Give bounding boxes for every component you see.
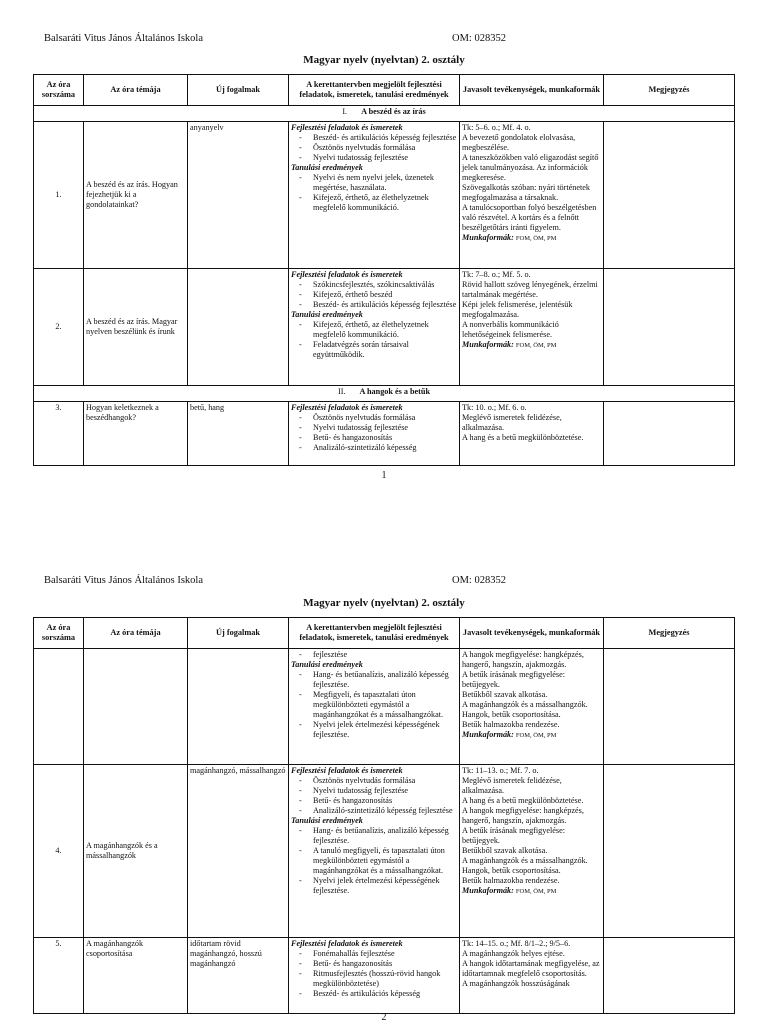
lesson-number: 1. [34, 122, 84, 269]
activity-text: Tk: 7–8. o.; Mf. 5. o. [462, 270, 531, 279]
activity-text: A magánhangzók helyes ejtése. [462, 949, 565, 958]
activity-text: Tk: 10. o.; Mf. 6. o. [462, 403, 527, 412]
activity-text: A bevezető gondolatok elolvasása, megbeszélése. [462, 133, 576, 152]
lesson-topic: A magánhangzók csoportosítása [84, 938, 188, 1014]
lesson-concepts: időtartam rövid magánhangzó, hosszú magánhangzó [188, 938, 289, 1014]
activity-text: A betűk írásának megfigyelése: betűjegyek. [462, 826, 565, 845]
lesson-notes [604, 649, 735, 765]
activity-text: A nonverbális kommunikáció lehetőségeinek felismerése. [462, 320, 559, 339]
outcomes-label: Tanulási eredmények [291, 816, 363, 825]
activity-text: A hangok megfigyelése: hangképzés, hangerő, hangszín, ajakmozgás. [462, 806, 584, 825]
list-item: - A tanuló megfigyeli, és tapasztalati úton megkülönbözteti egymástól a magánhangzókat és a mássalhangzókat. [313, 846, 457, 876]
workform-value: FOM, ÖM, PM [515, 235, 557, 242]
development-label: Fejlesztési feladatok és ismeretek [291, 270, 403, 279]
list-item: - Beszéd- és artikulációs képesség fejlesztése [313, 300, 457, 310]
list-item: - Ösztönös nyelvtudás formálása [313, 143, 457, 153]
table-header-row [34, 618, 735, 649]
lesson-activities [460, 122, 604, 269]
section-title: A hangok és a betűk [359, 387, 431, 396]
list-item: - Beszéd- és artikulációs képesség [313, 989, 457, 999]
workform-label: Munkaformák: [462, 233, 514, 242]
lesson-concepts: magánhangzó, mássalhangzó [188, 765, 289, 938]
col-header-activities: Javasolt tevékenységek, munkaformák [460, 618, 604, 649]
lesson-number: 2. [34, 269, 84, 386]
section-row [34, 386, 735, 402]
activity-text: A tanulócsoportban folyó beszélgetésben való részvétel. A kortárs és a felnőtt beszélgetőtárs iránti figyelem. [462, 203, 597, 232]
page-number: 1 [381, 470, 387, 481]
list-item: - Analizáló-szintetizáló képesség fejlesztése [313, 806, 457, 816]
list-item: - Kifejező, érthető, az élethelyzetnek megfelelő kommunikáció. [313, 320, 457, 340]
list-item: - Megfigyeli, és tapasztalati úton megkülönbözteti egymástól a magánhangzókat és a mássalhangzókat. [313, 690, 457, 720]
lesson-development [289, 938, 460, 1014]
lesson-notes [604, 402, 735, 466]
section-number: I. [342, 107, 348, 116]
activity-text: Képi jelek felismerése, jelentésük megfogalmazása. [462, 300, 573, 319]
activity-text: A betűk írásának megfigyelése: betűjegyek. [462, 670, 565, 689]
list-item: - Kifejező, érthető beszéd [313, 290, 457, 300]
list-item: - Analizáló-szintetizáló képesség [313, 443, 457, 453]
lesson-number: 5. [34, 938, 84, 1014]
lesson-notes [604, 938, 735, 1014]
activity-text: A magánhangzók és a mássalhangzók. [462, 700, 588, 709]
list-item: - Fonémahallás fejlesztése [313, 949, 457, 959]
col-header-topic: Az óra témája [84, 618, 188, 649]
list-item: - Hang- és betűanalízis, analizáló képesség fejlesztése. [313, 826, 457, 846]
outcomes-label: Tanulási eredmények [291, 163, 363, 172]
page-number: 2 [381, 1012, 387, 1023]
list-item: - Feladatvégzés során társaival együttműködik. [313, 340, 457, 360]
lesson-topic: Hogyan keletkeznek a beszédhangok? [84, 402, 188, 466]
lesson-development [289, 269, 460, 386]
lesson-number: 3. [34, 402, 84, 466]
col-header-development: A kerettantervben megjelölt fejlesztési feladatok, ismeretek, tanulási eredmények [289, 618, 460, 649]
activity-text: Tk: 11–13. o.; Mf. 7. o. [462, 766, 539, 775]
activity-text: Hangok, betűk csoportosítása. [462, 710, 561, 719]
list-item-continued: - fejlesztése [313, 650, 457, 660]
table-row [34, 938, 735, 1014]
curriculum-table [33, 74, 735, 466]
activity-text: A taneszközökben való eligazodást segítő jelek tanulmányozása. Az információk megkeresése. [462, 153, 599, 182]
lesson-development [289, 765, 460, 938]
lesson-number: 4. [34, 765, 84, 938]
col-header-concepts: Új fogalmak [188, 618, 289, 649]
lesson-number [34, 649, 84, 765]
lesson-notes [604, 269, 735, 386]
activity-text: Betűkből szavak alkotása. [462, 690, 548, 699]
lesson-activities [460, 402, 604, 466]
workform-value: FOM, ÖM, PM [515, 342, 557, 349]
table-header-row [34, 75, 735, 106]
list-item: - Ösztönös nyelvtudás formálása [313, 776, 457, 786]
outcomes-label: Tanulási eredmények [291, 660, 363, 669]
col-header-number: Az óra sorszáma [34, 618, 84, 649]
col-header-concepts: Új fogalmak [188, 75, 289, 106]
activity-text: A hang és a betű megkülönböztetése. [462, 796, 584, 805]
activity-text: Meglévő ismeretek felidézése, alkalmazása. [462, 413, 562, 432]
table-row [34, 402, 735, 466]
section-number: II. [337, 387, 346, 396]
om-code: OM: 028352 [452, 575, 506, 586]
list-item: - Ritmusfejlesztés (hosszú-rövid hangok megkülönböztetése) [313, 969, 457, 989]
lesson-topic: A beszéd és az írás. Magyar nyelven beszélünk és írunk [84, 269, 188, 386]
development-label: Fejlesztési feladatok és ismeretek [291, 123, 403, 132]
list-item: - Nyelvi tudatosság fejlesztése [313, 153, 457, 163]
activity-text: Rövid hallott szöveg lényegének, érzelmi tartalmának megértése. [462, 280, 598, 299]
activity-text: Tk: 5–6. o.; Mf. 4. o. [462, 123, 531, 132]
page-title: Magyar nyelv (nyelvtan) 2. osztály [303, 54, 465, 66]
col-header-topic: Az óra témája [84, 75, 188, 106]
col-header-activities: Javasolt tevékenységek, munkaformák [460, 75, 604, 106]
lesson-activities [460, 269, 604, 386]
development-label: Fejlesztési feladatok és ismeretek [291, 403, 403, 412]
lesson-development [289, 122, 460, 269]
col-header-notes: Megjegyzés [604, 75, 735, 106]
list-item: - Nyelvi jelek értelmezési képességének fejlesztése. [313, 876, 457, 896]
workform-label: Munkaformák: [462, 340, 514, 349]
lesson-topic: A beszéd és az írás. Hogyan fejezhetjük ki a gondolatainkat? [84, 122, 188, 269]
school-name: Balsaráti Vitus János Általános Iskola [44, 575, 203, 586]
table-row [34, 122, 735, 269]
workform-value: FOM, ÖM, PM [515, 888, 557, 895]
lesson-development [289, 402, 460, 466]
list-item: - Szókincsfejlesztés, szókincsaktiválás [313, 280, 457, 290]
activity-text: A hangok megfigyelése: hangképzés, hangerő, hangszín, ajakmozgás. [462, 650, 584, 669]
workform-label: Munkaformák: [462, 730, 514, 739]
activity-text: Hangok, betűk csoportosítása. [462, 866, 561, 875]
curriculum-table [33, 617, 735, 1014]
development-label: Fejlesztési feladatok és ismeretek [291, 766, 403, 775]
activity-text: Betűk halmazokba rendezése. [462, 720, 560, 729]
lesson-activities [460, 765, 604, 938]
table-row [34, 649, 735, 765]
activity-text: A hangok időtartamának megfigyelése, az időtartamnak megfelelő csoportosítás. [462, 959, 600, 978]
activity-text: A magánhangzók hosszúságának [462, 979, 570, 988]
table-row [34, 269, 735, 386]
lesson-concepts [188, 649, 289, 765]
col-header-development: A kerettantervben megjelölt fejlesztési feladatok, ismeretek, tanulási eredmények [289, 75, 460, 106]
outcomes-label: Tanulási eredmények [291, 310, 363, 319]
list-item: - Betű- és hangazonosítás [313, 796, 457, 806]
lesson-activities [460, 938, 604, 1014]
table-row [34, 765, 735, 938]
list-item: - Betű- és hangazonosítás [313, 959, 457, 969]
lesson-development [289, 649, 460, 765]
list-item: - Nyelvi tudatosság fejlesztése [313, 786, 457, 796]
activity-text: Szövegalkotás szóban: nyári történetek megfogalmazása a társaknak. [462, 183, 591, 202]
section-title: A beszéd és az írás [361, 107, 426, 116]
lesson-notes [604, 122, 735, 269]
lesson-concepts [188, 269, 289, 386]
page-title: Magyar nyelv (nyelvtan) 2. osztály [303, 597, 465, 609]
list-item: - Beszéd- és artikulációs képesség fejlesztése [313, 133, 457, 143]
development-label: Fejlesztési feladatok és ismeretek [291, 939, 403, 948]
school-name: Balsaráti Vitus János Általános Iskola [44, 33, 203, 44]
list-item: - Betű- és hangazonosítás [313, 433, 457, 443]
activity-text: Tk: 14–15. o.; Mf. 8/1–2.; 9/5–6. [462, 939, 571, 948]
activity-text: Meglévő ismeretek felidézése, alkalmazása. [462, 776, 562, 795]
workform-value: FOM, ÖM, PM [515, 732, 557, 739]
activity-text: Betűkből szavak alkotása. [462, 846, 548, 855]
om-code: OM: 028352 [452, 33, 506, 44]
list-item: - Nyelvi tudatosság fejlesztése [313, 423, 457, 433]
lesson-activities [460, 649, 604, 765]
lesson-topic [84, 649, 188, 765]
workform-label: Munkaformák: [462, 886, 514, 895]
lesson-topic: A magánhangzók és a mássalhangzók [84, 765, 188, 938]
col-header-notes: Megjegyzés [604, 618, 735, 649]
activity-text: A magánhangzók és a mássalhangzók. [462, 856, 588, 865]
activity-text: Betűk halmazokba rendezése. [462, 876, 560, 885]
lesson-concepts: betű, hang [188, 402, 289, 466]
list-item: - Hang- és betűanalízis, analizáló képesség fejlesztése. [313, 670, 457, 690]
lesson-concepts: anyanyelv [188, 122, 289, 269]
list-item: - Ösztönös nyelvtudás formálása [313, 413, 457, 423]
activity-text: A hang és a betű megkülönböztetése. [462, 433, 584, 442]
col-header-number: Az óra sorszáma [34, 75, 84, 106]
list-item: - Nyelvi és nem nyelvi jelek, üzenetek megértése, használata. [313, 173, 457, 193]
list-item: - Kifejező, érthető, az élethelyzetnek megfelelő kommunikáció. [313, 193, 457, 213]
list-item: - Nyelvi jelek értelmezési képességének fejlesztése. [313, 720, 457, 740]
lesson-notes [604, 765, 735, 938]
section-row [34, 106, 735, 122]
